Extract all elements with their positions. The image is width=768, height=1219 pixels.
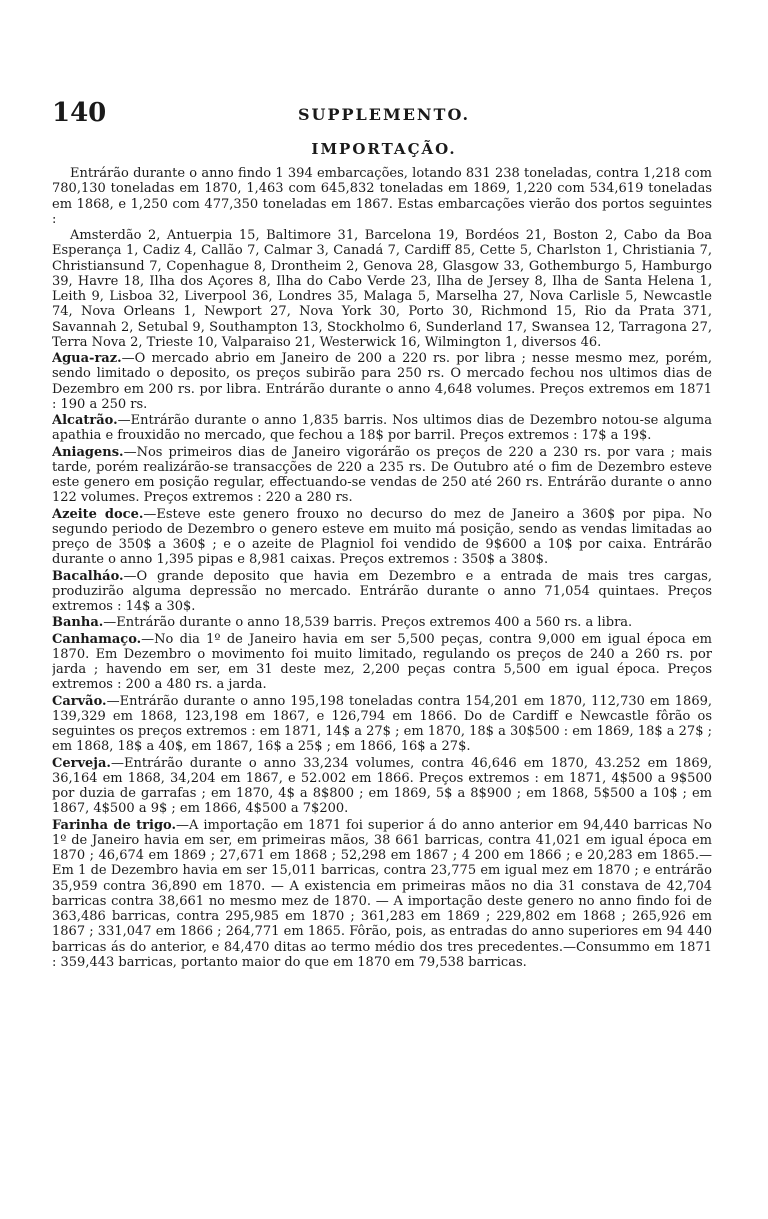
body-text <box>52 166 712 1206</box>
section-title: IMPORTAÇÃO. <box>311 140 457 158</box>
entry-canhamaco <box>52 632 712 693</box>
entry-text: —Esteve este genero frouxo no decurso do mez de Janeiro a 360$ por pipa. No segundo periodo de Dezembro o genero esteve em muito má posição, sendo as vendas limitadas ao preço de 350$ a 360$ ; e o azeite de Plagniol foi vendido de 9$600 a 10$ por caixa. Entrárão durante o anno 1,395 pipas e 8,981 caixas. Preços extremos : 350$ a 380$. <box>52 506 712 568</box>
entry-banha <box>52 615 712 630</box>
page-header <box>52 98 716 128</box>
entry-text: —Entrárão durante o anno 1,835 barris. Nos ultimos dias de Dezembro notou-se alguma apathia e frouxidão no mercado, que fechou a 18$ por barril. Preços extremos : 17$ a 19$. <box>52 413 712 444</box>
entry-agua-raz <box>52 351 712 412</box>
entry-bacalhau <box>52 569 712 615</box>
entry-term: Agua-raz. <box>52 351 122 366</box>
entry-alcatrao <box>52 413 712 444</box>
entry-text: —No dia 1º de Janeiro havia em ser 5,500 peças, contra 9,000 em igual época em 1870. Em Dezembro o movimento foi muito limitado, regulando os preços de 240 a 260 rs. por jarda ; havendo em ser, em 31 deste mez, 2,200 peças contra 5,500 em igual época. Preços extremos : 200 a 480 rs. a jarda. <box>52 631 712 693</box>
ports-paragraph: Amsterdão 2, Antuerpia 15, Baltimore 31, Barcelona 19, Bordéos 21, Boston 2, Cabo da Boa Esperança 1, Cadiz 4, Callão 7, Calmar 3, Canadá 7, Cardiff 85, Cette 5, Charlston 1, Christiania 7, Christiansund 7, Copenhague 8, Drontheim 2, Genova 28, Glasgow 33, Gothemburgo 5, Hamburgo 39, Havre 18, Ilha dos Açores 8, Ilha do Cabo Verde 23, Ilha de Jersey 8, Ilha de Santa Helena 1, Leith 9, Lisboa 32, Liverpool 36, Londres 35, Malaga 5, Marselha 27, Nova Carlisle 5, Newcastle 74, Nova Orleans 1, Newport 27, Nova York 30, Porto 30, Richmond 15, Rio da Prata 371, Savannah 2, Setubal 9, Southampton 13, Stockholmo 6, Sunderland 17, Swansea 12, Tarragona 27, Terra Nova 2, Trieste 10, Valparaiso 21, Westerwick 16, Wilmington 1, diversos 46. <box>52 228 712 350</box>
entry-cerveja <box>52 756 712 817</box>
page-number: 140 <box>52 98 107 128</box>
entry-aniagens <box>52 445 712 506</box>
entry-farinha-de-trigo <box>52 818 712 971</box>
entry-term: Canhamaço. <box>52 631 142 647</box>
entry-azeite-doce <box>52 507 712 568</box>
entry-text: —O mercado abrio em Janeiro de 200 a 220 rs. por libra ; nesse mesmo mez, porém, sendo limitado o deposito, os preços subirão para 250 rs. O mercado fechou nos ultimos dias de Dezembro em 200 rs. por libra. Entrárão durante o anno 4,648 volumes. Preços extremos em 1871 : 190 a 250 rs. <box>52 351 712 412</box>
intro-paragraph: Entrárão durante o anno findo 1 394 embarcações, lotando 831 238 toneladas, contra 1,218 com 780,130 toneladas em 1870, 1,463 com 645,832 toneladas em 1869, 1,220 com 534,619 toneladas em 1868, e 1,250 com 477,350 toneladas em 1867. Estas embarcações vierão dos portos seguintes : <box>52 166 712 227</box>
entry-term: Bacalháo. <box>52 568 124 584</box>
entry-text: —O grande deposito que havia em Dezembro e a entrada de mais tres cargas, produzirão alguma depressão no mercado. Entrárão durante o anno 71,054 quintaes. Preços extremos : 14$ a 30$. <box>52 568 712 614</box>
running-title: SUPPLEMENTO. <box>297 105 471 124</box>
entry-text: —Entrárão durante o anno 33,234 volumes, contra 46,646 em 1870, 43.252 em 1869, 36,164 em 1868, 34,204 em 1867, e 52.002 em 1866. Preços extremos : em 1871, 4$500 a 9$500 por duzia de garrafas ; em 1870, 4$ a 8$800 ; em 1869, 5$ a 8$900 ; em 1868, 5$500 a 10$ ; em 1867, 4$500 a 9$ ; em 1866, 4$500 a 7$200. <box>52 755 712 817</box>
entry-text: —Entrárão durante o anno 18,539 barris. Preços extremos 400 a 560 rs. a libra. <box>103 615 633 631</box>
entry-term: Carvão. <box>52 693 107 709</box>
entry-term: Banha. <box>52 615 104 631</box>
entry-term: Cerveja. <box>52 755 111 771</box>
entry-text: —Nos primeiros dias de Janeiro vigorárão os preços de 220 a 230 rs. por vara ; mais tarde, porém realizárão-se transacções de 220 a 235 rs. De Outubro até o fim de Dezembro esteve este genero em posição regular, effectuando-se vendas de 250 até 260 rs. Entrárão durante o anno 122 volumes. Preços extremos : 220 a 280 rs. <box>52 444 712 506</box>
entry-text: —Entrárão durante o anno 195,198 toneladas contra 154,201 em 1870, 112,730 em 1869, 139,329 em 1868, 123,198 em 1867, e 126,794 em 1866. Do de Cardiff e Newcastle fôrão os seguintes os preços extremos : em 1871, 14$ a 27$ ; em 1870, 18$ a 30$500 : em 1869, 18$ a 27$ ; em 1868, 18$ a 40$, em 1867, 16$ a 25$ ; em 1866, 16$ a 27$. <box>52 693 712 755</box>
entry-term: Azeite doce. <box>52 506 144 522</box>
entry-term: Aniagens. <box>52 444 124 460</box>
entry-term: Alcatrão. <box>52 413 118 428</box>
entry-carvao <box>52 694 712 755</box>
entry-text: —A importação em 1871 foi superior á do anno anterior em 94,440 barricas No 1º de Janeiro havia em ser, em primeiras mãos, 38 661 barricas, contra 41,021 em igual época em 1870 ; 46,674 em 1869 ; 27,671 em 1868 ; 52,298 em 1867 ; 4 200 em 1866 ; e 20,283 em 1865.—Em 1 de Dezembro havia em ser 15,011 barricas, contra 23,775 em igual mez em 1870 ; e entrárão 35,959 contra 36,890 em 1870. — A existencia em primeiras mãos no dia 31 constava de 42,704 barricas contra 38,661 no mesmo mez de 1870. — A importação deste genero no anno findo foi de 363,486 barricas, contra 295,985 em 1870 ; 361,283 em 1869 ; 229,802 em 1868 ; 265,926 em 1867 ; 331,047 em 1866 ; 264,771 em 1865. Fôrão, pois, as entradas do anno superiores em 94 440 barricas ás do anterior, e 84,470 ditas ao termo médio dos tres precedentes.—Consummo em 1871 : 359,443 barricas, portanto maior do que em 1870 em 79,538 barricas. <box>52 817 712 970</box>
entry-term: Farinha de trigo. <box>52 817 177 833</box>
